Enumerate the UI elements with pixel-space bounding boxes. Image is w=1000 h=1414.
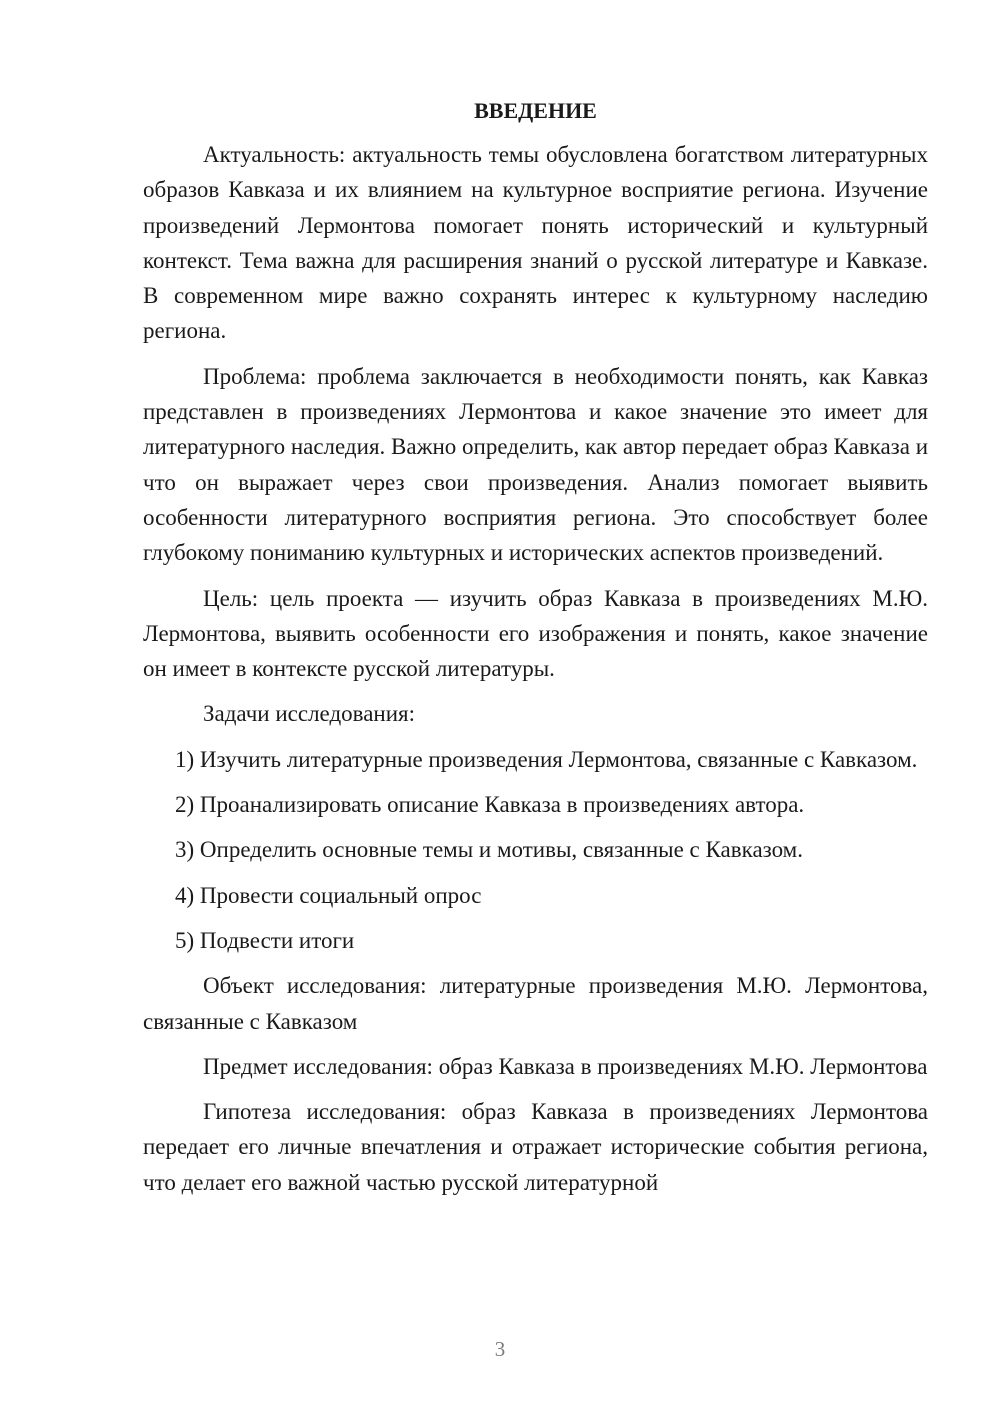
task-item-3: 3) Определить основные темы и мотивы, связанные с Кавказом. [175,837,803,863]
task-item-5: 5) Подвести итоги [175,927,355,953]
tasks-heading: Задачи исследования: [203,701,416,727]
paragraph-problem: Проблема: проблема заключается в необходимости понять, как Кавказ представлен в произведениях Лермонтова и какое значение это имеет для литературного наследия. Важно определить, как автор передает образ Кавказа и что он выражает через свои произведения. Анализ помогает выявить особенности литературного восприятия региона. Это способствует более глубокому пониманию культурных и исторических аспектов произведений. [143,363,929,566]
section-title: ВВЕДЕНИЕ [474,98,597,123]
task-item-4: 4) Провести социальный опрос [175,882,482,908]
paragraph-hypothesis: Гипотеза исследования: образ Кавказа в произведениях Лермонтова передает его личные впечатления и отражает исторические события региона, что делает его важной частью русской литературной [143,1099,928,1195]
paragraph-relevance: Актуальность: актуальность темы обусловлена богатством литературных образов Кавказа и их влиянием на культурное восприятие региона. Изучение произведений Лермонтова помогает понять исторический и культурный контекст. Тема важна для расширения знаний о русской литературе и Кавказе. В современном мире важно сохранять интерес к культурному наследию региона. [143,142,928,344]
paragraph-subject: Предмет исследования: образ Кавказа в произведениях М.Ю. Лермонтова [203,1053,928,1079]
page-number: 3 [494,1337,506,1361]
paragraph-goal: Цель: цель проекта — изучить образ Кавказа в произведениях М.Ю. Лермонтова, выявить особенности его изображения и понять, какое значение он имеет в контексте русской литературы. [143,585,928,682]
paragraph-object: Объект исследования: литературные произведения М.Ю. Лермонтова, связанные с Кавказом [143,973,928,1034]
task-item-2: 2) Проанализировать описание Кавказа в произведениях автора. [175,792,805,818]
task-item-1: 1) Изучить литературные произведения Лермонтова, связанные с Кавказом. [175,746,918,772]
